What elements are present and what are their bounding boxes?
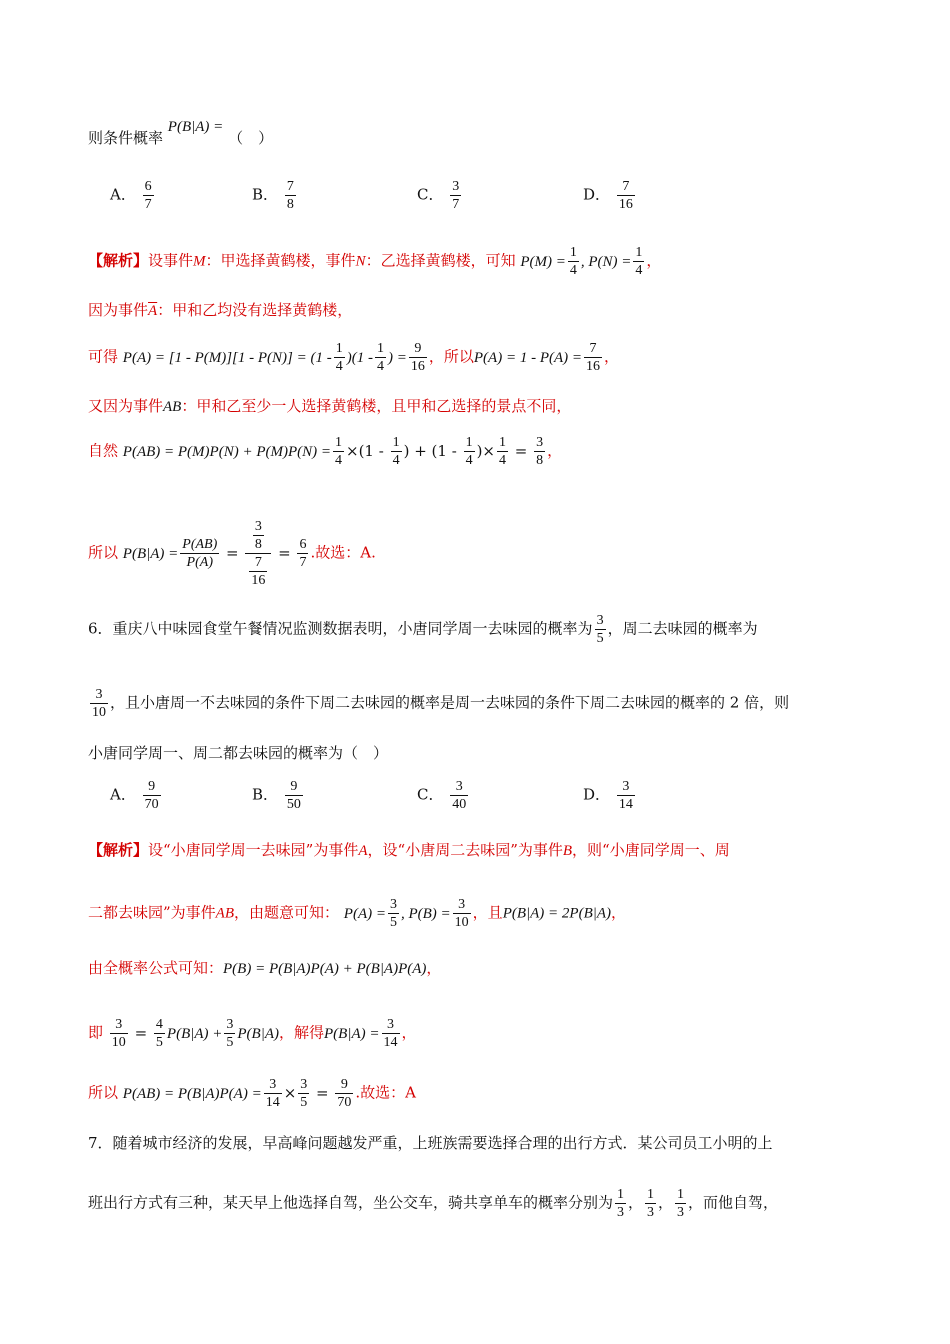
- q6-option-b[interactable]: B． $\frac{9}{50}$: [252, 779, 301, 812]
- q7-stem-line-1: 7．随着城市经济的发展，早高峰问题越发严重，上班族需要选择合理的出行方式．某公司员工小明的上: [88, 1134, 773, 1152]
- q5-solution-line-6: 所以 P(B|A) = $\frac{P(AB)}{P(A)}$ = $\frac{\frac{3}{8}}{\frac{7}{16}}$ = $\frac{6}{7}$ .故选：A.: [88, 519, 376, 588]
- q5-solution-line-4: 又因为事件AB：甲和乙至少一人选择黄鹤楼，且甲和乙选择的景点不同，: [88, 397, 572, 415]
- q5-solution-line-2: 因为事件$\overline{A}$：甲和乙均没有选择黄鹤楼，: [88, 301, 353, 319]
- option-letter: B．: [252, 185, 279, 204]
- option-letter: C．: [417, 785, 444, 804]
- option-letter: A．: [110, 785, 136, 804]
- q5-option-a[interactable]: A． $\frac{6}{7}$: [110, 179, 152, 212]
- option-letter: B．: [252, 785, 279, 804]
- q6-stem-line-1: 6．重庆八中味园食堂午餐情况监测数据表明，小唐同学周一去味园的概率为 $\frac{3}{5}$ ，周二去味园的概率为: [88, 613, 758, 646]
- q5-stem-paren: （ ）: [228, 129, 274, 147]
- q6-option-c[interactable]: C． $\frac{3}{40}$: [417, 779, 467, 812]
- option-letter: D．: [583, 785, 611, 804]
- q7-stem-line-2: 班出行方式有三种，某天早上他选择自驾，坐公交车，骑共享单车的概率分别为 $\frac{1}{3}$ ， $\frac{1}{3}$ ， $\frac{1}{3}$ ，而他自驾，: [88, 1187, 779, 1220]
- option-letter: C．: [417, 185, 444, 204]
- q6-stem-line-3: 小唐同学周一、周二都去味园的概率为（ ）: [88, 744, 389, 762]
- q6-solution-line-4: 即 $\frac{3}{10}$ = $\frac{4}{5}$ P(B|A) + $\frac{3}{5}$ P(B|A)，解得P(B|A) = $\frac{3}{14}$ ，: [88, 1017, 417, 1050]
- q5-solution-line-3: 可得 P(A) = [1 - P(M)][1 - P(N)] = (1 - $\frac{1}{4}$ )(1 - $\frac{1}{4}$ ) = $\frac{9}{16}$ ，所以P(A) = 1 - P(A) = $\frac{7}{16}$ ，: [88, 341, 620, 374]
- q5-solution-line-1: 【解析】设事件M：甲选择黄鹤楼，事件N：乙选择黄鹤楼，可知 P(M) = $\frac{1}{4}$ , P(N) = $\frac{1}{4}$ ，: [88, 245, 662, 278]
- q5-option-b[interactable]: B． $\frac{7}{8}$: [252, 179, 294, 212]
- q5-option-d[interactable]: D． $\frac{7}{16}$: [583, 179, 633, 212]
- q5-stem-expr: P(B|A) =: [167, 119, 224, 135]
- q6-solution-line-3: 由全概率公式可知：P(B) = P(B|A)P(A) + P(B|A)P(A)，: [88, 959, 442, 977]
- q5-stem-lead: 则条件概率: [88, 129, 164, 147]
- q6-solution-line-5: 所以 P(AB) = P(B|A)P(A) = $\frac{3}{14}$ × $\frac{3}{5}$ = $\frac{9}{70}$ .故选：A: [88, 1077, 416, 1110]
- q5-solution-line-5: 自然 P(AB) = P(M)P(N) + P(M)P(N) = $\frac{1}{4}$ ×(1 - $\frac{1}{4}$ ) + (1 - $\frac{1}{4}$ )× $\frac{1}{4}$ = $\frac{3}{8}$ ，: [88, 435, 563, 468]
- q6-solution-line-2: 二都去味园”为事件AB，由题意可知： P(A) = $\frac{3}{5}$ , P(B) = $\frac{3}{10}$ ，且P(B|A) = 2P(B|A)，: [88, 897, 627, 930]
- q5-option-c[interactable]: C． $\frac{3}{7}$: [417, 179, 460, 212]
- q6-option-a[interactable]: A． $\frac{9}{70}$: [110, 779, 159, 812]
- q5-stem: [88, 119, 274, 149]
- q6-stem-line-2: $\frac{3}{10}$ ，且小唐周一不去味园的条件下周二去味园的概率是周一去味园的条件下周二去味园的概率的 2 倍，则: [92, 687, 790, 720]
- solution-tag: 【解析】: [88, 251, 149, 270]
- q6-option-d[interactable]: D． $\frac{3}{14}$: [583, 779, 633, 812]
- q6-solution-line-1: 【解析】设“小唐同学周一去味园”为事件A，设“小唐周二去味园”为事件B，则“小唐同学周一、周: [88, 841, 730, 859]
- option-letter: D．: [583, 185, 611, 204]
- option-letter: A．: [110, 185, 136, 204]
- solution-tag: 【解析】: [88, 841, 149, 859]
